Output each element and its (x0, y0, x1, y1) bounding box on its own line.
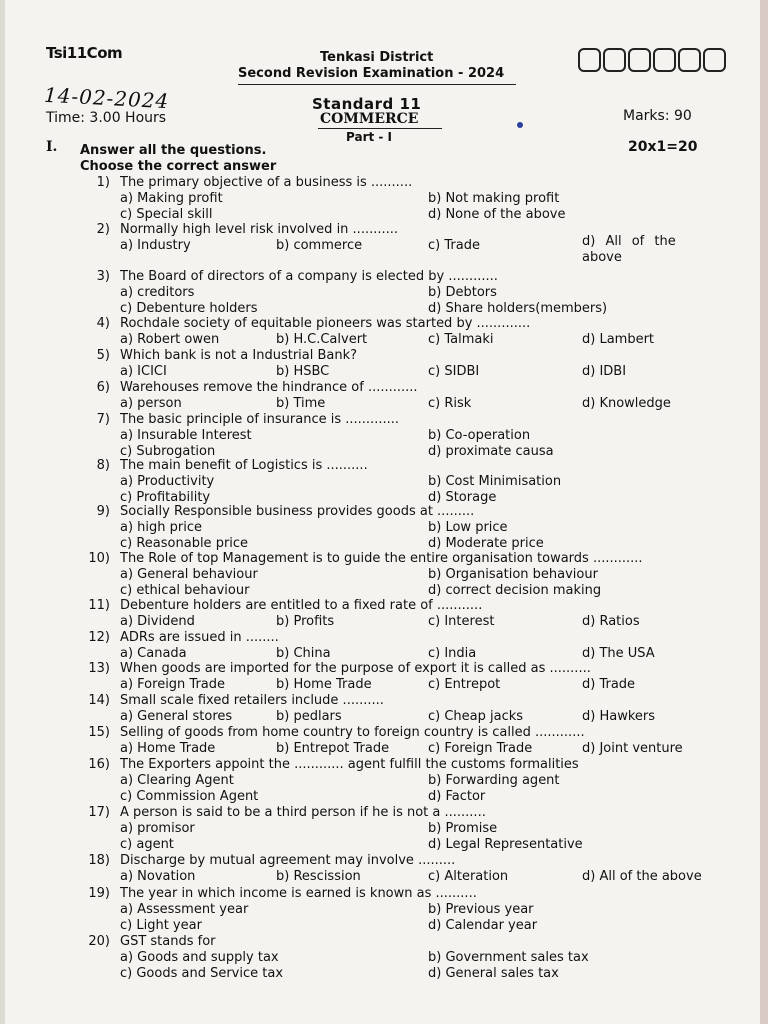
answer-option-d: d) Ratios (582, 614, 640, 629)
answer-option-b: b) Organisation behaviour (428, 567, 598, 582)
page-right-edge (760, 0, 768, 1024)
question-text: A person is said to be a third person if he is not a .......... (120, 805, 486, 820)
answer-option-a: a) high price (120, 520, 202, 535)
question-text: The primary objective of a business is .......... (120, 175, 413, 190)
answer-option-c: c) Alteration (428, 869, 509, 884)
question-number: 10) (88, 551, 110, 566)
register-box (653, 48, 676, 72)
answer-option-c: c) Debenture holders (120, 301, 258, 316)
answer-option-d: d) proximate causa (428, 444, 554, 459)
question-text: Which bank is not a Industrial Bank? (120, 348, 358, 363)
answer-option-d: d) All of the above (582, 234, 676, 265)
answer-option-b: b) Profits (276, 614, 335, 629)
question-number: 11) (88, 598, 110, 613)
question-number: 5) (96, 348, 110, 363)
question-text: ADRs are issued in ........ (120, 630, 279, 645)
question-number: 7) (96, 412, 110, 427)
page-left-edge (0, 0, 5, 1024)
answer-option-d: d) Storage (428, 490, 497, 505)
question-text: Selling of goods from home country to foreign country is called ............ (120, 725, 585, 740)
question-number: 16) (88, 757, 110, 772)
answer-option-d: d) Hawkers (582, 709, 656, 724)
question-text: Warehouses remove the hindrance of ............ (120, 380, 418, 395)
answer-option-b: b) H.C.Calvert (276, 332, 368, 347)
answer-option-b: b) Entrepot Trade (276, 741, 390, 756)
question-text: Debenture holders are entitled to a fixed rate of ........... (120, 598, 483, 613)
question-number: 20) (88, 934, 110, 949)
answer-option-c: c) Entrepot (428, 677, 501, 692)
answer-option-a: a) Productivity (120, 474, 215, 489)
answer-option-b: b) Forwarding agent (428, 773, 560, 788)
subject-underline (318, 128, 442, 129)
answer-option-c: c) Reasonable price (120, 536, 249, 551)
question-number: 2) (96, 222, 110, 237)
answer-option-c: c) Profitability (120, 490, 211, 505)
subject-title: COMMERCE (320, 111, 419, 127)
answer-option-a: a) Industry (120, 238, 191, 253)
answer-option-d: d) Joint venture (582, 741, 683, 756)
exam-title: Second Revision Examination - 2024 (238, 66, 505, 81)
answer-option-a: a) Dividend (120, 614, 195, 629)
answer-option-c: c) Special skill (120, 207, 213, 222)
answer-option-d: d) Legal Representative (428, 837, 583, 852)
section-score: 20x1=20 (628, 139, 698, 155)
answer-option-c: c) Cheap jacks (428, 709, 524, 724)
answer-option-b: b) Co-operation (428, 428, 531, 443)
question-text: The Exporters appoint the ............ agent fulfill the customs formalities (120, 757, 579, 772)
answer-option-b: b) Low price (428, 520, 508, 535)
question-text: When goods are imported for the purpose of export it is called as .......... (120, 661, 591, 676)
question-number: 8) (96, 458, 110, 473)
answer-option-d: d) All of the above (582, 869, 702, 884)
answer-option-d: d) Lambert (582, 332, 655, 347)
section-instruction: Answer all the questions. (80, 143, 267, 158)
answer-option-c: c) Commission Agent (120, 789, 259, 804)
answer-option-a: a) Clearing Agent (120, 773, 234, 788)
answer-option-d: d) Trade (582, 677, 636, 692)
answer-option-b: b) Not making profit (428, 191, 560, 206)
question-text: GST stands for (120, 934, 216, 949)
answer-option-b: b) China (276, 646, 331, 661)
answer-option-d: d) Moderate price (428, 536, 544, 551)
answer-option-a: a) Robert owen (120, 332, 220, 347)
answer-option-a: a) Insurable Interest (120, 428, 252, 443)
answer-option-b: b) HSBC (276, 364, 330, 379)
question-number: 6) (96, 380, 110, 395)
answer-option-a: a) Home Trade (120, 741, 216, 756)
answer-option-b: b) pedlars (276, 709, 342, 724)
register-box (628, 48, 651, 72)
answer-option-a: a) Foreign Trade (120, 677, 226, 692)
answer-option-c: c) Talmaki (428, 332, 494, 347)
answer-option-b: b) Rescission (276, 869, 361, 884)
answer-option-c: c) ethical behaviour (120, 583, 250, 598)
answer-option-d: d) None of the above (428, 207, 566, 222)
question-text: Discharge by mutual agreement may involve ......... (120, 853, 456, 868)
answer-option-c: c) Goods and Service tax (120, 966, 284, 981)
answer-option-b: b) Cost Minimisation (428, 474, 562, 489)
question-number: 18) (88, 853, 110, 868)
question-number: 9) (96, 504, 110, 519)
answer-option-d: d) Factor (428, 789, 486, 804)
register-box (703, 48, 726, 72)
ink-dot (517, 122, 523, 128)
answer-option-d: d) Knowledge (582, 396, 671, 411)
answer-option-a: a) creditors (120, 285, 195, 300)
question-text: The basic principle of insurance is ............. (120, 412, 399, 427)
question-text: The Role of top Management is to guide the entire organisation towards ............ (120, 551, 643, 566)
answer-option-a: a) Canada (120, 646, 187, 661)
part-label: Part - I (346, 130, 393, 144)
answer-option-b: b) Government sales tax (428, 950, 589, 965)
answer-option-d: d) correct decision making (428, 583, 602, 598)
register-box (603, 48, 626, 72)
question-number: 3) (96, 269, 110, 284)
answer-option-a: a) ICICI (120, 364, 167, 379)
answer-option-b: b) Debtors (428, 285, 497, 300)
answer-option-a: a) Making profit (120, 191, 223, 206)
register-box (678, 48, 701, 72)
answer-option-c: c) Subrogation (120, 444, 216, 459)
standard-label: Standard 11 (312, 95, 422, 113)
section-number: I. (46, 139, 58, 155)
answer-option-c: c) SIDBI (428, 364, 480, 379)
question-number: 12) (88, 630, 110, 645)
question-number: 4) (96, 316, 110, 331)
section-sub-instruction: Choose the correct answer (80, 159, 277, 174)
question-number: 15) (88, 725, 110, 740)
answer-option-d: d) General sales tax (428, 966, 559, 981)
question-number: 14) (88, 693, 110, 708)
question-number: 13) (88, 661, 110, 676)
question-text: Normally high level risk involved in ........... (120, 222, 399, 237)
answer-option-d: d) IDBI (582, 364, 627, 379)
answer-option-a: a) person (120, 396, 182, 411)
question-text: The Board of directors of a company is elected by ............ (120, 269, 498, 284)
answer-option-c: c) agent (120, 837, 174, 852)
question-text: Socially Responsible business provides goods at ......... (120, 504, 475, 519)
answer-option-b: b) Previous year (428, 902, 534, 917)
question-number: 1) (96, 175, 110, 190)
answer-option-b: b) commerce (276, 238, 363, 253)
answer-option-a: a) Goods and supply tax (120, 950, 279, 965)
answer-option-a: a) General stores (120, 709, 233, 724)
answer-option-a: a) Assessment year (120, 902, 249, 917)
answer-option-a: a) General behaviour (120, 567, 258, 582)
answer-option-c: c) Risk (428, 396, 472, 411)
question-number: 17) (88, 805, 110, 820)
question-number: 19) (88, 886, 110, 901)
question-text: The main benefit of Logistics is .......... (120, 458, 368, 473)
answer-option-d: d) Share holders(members) (428, 301, 608, 316)
question-text: Small scale fixed retailers include .......... (120, 693, 384, 708)
answer-option-b: b) Time (276, 396, 326, 411)
answer-option-c: c) Interest (428, 614, 495, 629)
answer-option-a: a) Novation (120, 869, 196, 884)
register-number-boxes (578, 48, 726, 72)
paper-code: Tsi11Com (46, 44, 123, 62)
total-marks: Marks: 90 (623, 108, 692, 124)
answer-option-d: d) Calendar year (428, 918, 538, 933)
handwritten-date: 14-02-2024 (43, 82, 170, 114)
question-text: Rochdale society of equitable pioneers was started by ............. (120, 316, 531, 331)
question-text: The year in which income is earned is known as .......... (120, 886, 477, 901)
exam-title-underline (238, 84, 516, 85)
answer-option-c: c) Foreign Trade (428, 741, 533, 756)
answer-option-b: b) Promise (428, 821, 498, 836)
exam-duration: Time: 3.00 Hours (46, 110, 167, 126)
answer-option-a: a) promisor (120, 821, 195, 836)
answer-option-c: c) India (428, 646, 477, 661)
answer-option-c: c) Light year (120, 918, 202, 933)
answer-option-b: b) Home Trade (276, 677, 372, 692)
answer-option-d: d) The USA (582, 646, 655, 661)
register-box (578, 48, 601, 72)
answer-option-c: c) Trade (428, 238, 480, 253)
district-title: Tenkasi District (320, 50, 434, 65)
